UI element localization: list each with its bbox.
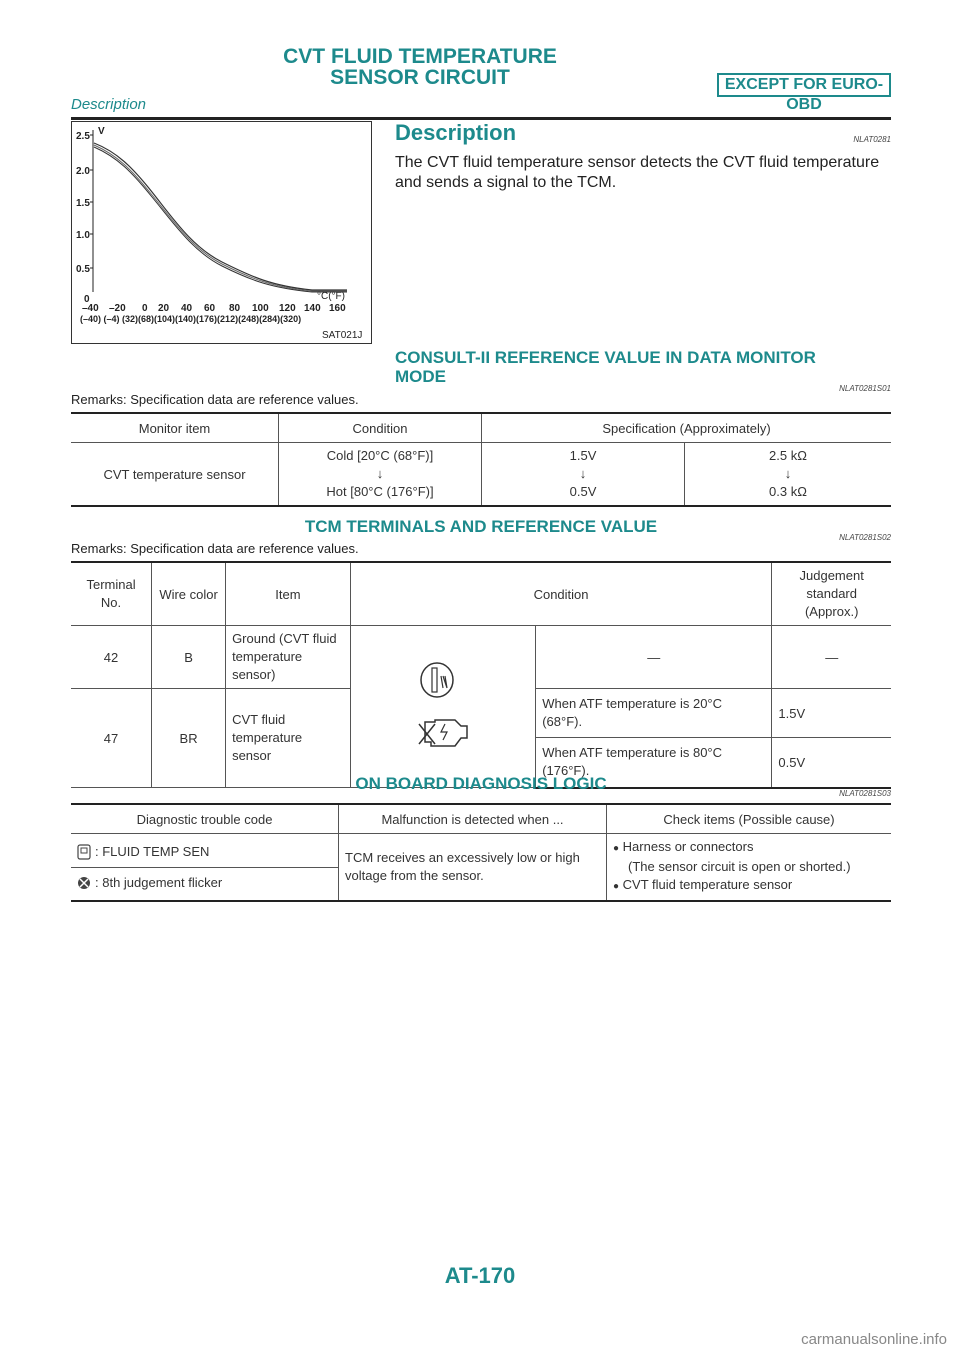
- cell-resistance: [685, 443, 892, 507]
- col-header: Condition: [279, 413, 482, 443]
- x-tick-c-1: –40: [82, 303, 99, 314]
- cell-check-items: [607, 834, 892, 902]
- cell-item: Ground (CVT fluid temperature sensor): [226, 626, 351, 689]
- y-unit-label: V: [98, 126, 105, 137]
- consult-heading: CONSULT-II REFERENCE VALUE IN DATA MONITOR MODE: [395, 348, 816, 386]
- table-row: [71, 443, 891, 507]
- obd-heading: ON BOARD DIAGNOSIS LOGIC: [355, 774, 607, 793]
- no-tools-icon: [77, 875, 91, 891]
- y-tick-2.0: 2.0: [76, 166, 90, 177]
- col-header: Diagnostic trouble code: [71, 804, 339, 834]
- description-ref: NLAT0281: [853, 135, 891, 144]
- x-tick-c-3: 0: [142, 303, 148, 314]
- cell-wire: B: [152, 626, 226, 689]
- arrow-down-icon: ↓: [579, 466, 587, 481]
- x-unit-label: °C(°F): [317, 291, 345, 302]
- table-row: [71, 834, 891, 902]
- description-text: The CVT fluid temperature sensor detects the CVT fluid temperature and sends a signal to the TCM.: [395, 154, 880, 191]
- voltage-hot: 0.5V: [569, 484, 597, 499]
- sensor-graph-figure: [71, 121, 372, 344]
- table-row: [71, 626, 891, 689]
- col-header: Malfunction is detected when ...: [339, 804, 607, 834]
- col-header: Wire color: [152, 562, 226, 626]
- cond-hot: Hot [80°C (176°F)]: [326, 484, 434, 499]
- dtc-no-tools: [71, 868, 338, 898]
- bullet-icon: ●: [613, 843, 620, 854]
- table-header-row: [71, 804, 891, 834]
- cell-terminal: 47: [71, 689, 152, 788]
- col-header: Terminal No.: [71, 562, 152, 626]
- obd-ref: NLAT0281S03: [839, 789, 891, 798]
- col-header: Judgement standard (Approx.): [772, 562, 891, 626]
- cell-condition: [279, 443, 482, 507]
- section-label: Description: [71, 96, 147, 113]
- check-item-1-note: (The sensor circuit is open or shorted.): [628, 859, 851, 874]
- x-tick-c-6: 60: [204, 303, 216, 314]
- cell-terminal: 42: [71, 626, 152, 689]
- engine-off-icon: [419, 720, 467, 746]
- tcm-ref: NLAT0281S02: [839, 533, 891, 542]
- page-title: [60, 46, 780, 88]
- cell-dtc: [71, 834, 339, 902]
- cell-judgement: 1.5V: [772, 689, 891, 738]
- y-tick-2.5: 2.5: [76, 131, 90, 142]
- col-header: Specification (Approximately): [482, 413, 892, 443]
- x-ticks-f: (–40) (–4) (32)(68)(104)(140)(176)(212)(248)(284)(320): [80, 314, 302, 324]
- tcm-heading: TCM TERMINALS AND REFERENCE VALUE: [304, 517, 658, 536]
- voltage-cold: 1.5V: [569, 448, 597, 463]
- col-header: Check items (Possible cause): [607, 804, 892, 834]
- cell-detected: TCM receives an excessively low or high voltage from the sensor.: [339, 834, 607, 902]
- col-header: Monitor item: [71, 413, 279, 443]
- arrow-down-icon: ↓: [376, 466, 384, 481]
- sensor-graph: [72, 122, 371, 343]
- cell-judgement: —: [772, 626, 891, 689]
- title-line-1: CVT FLUID TEMPERATURE: [283, 45, 557, 68]
- y-tick-1.0: 1.0: [76, 230, 90, 241]
- consult-table: [71, 412, 891, 507]
- ignition-key-on-icon: [413, 660, 473, 750]
- col-header: Condition: [350, 562, 772, 626]
- cell-condition: —: [536, 626, 772, 689]
- cell-ignition-icons: [350, 626, 535, 788]
- cell-item: CVT fluid temperature sensor: [226, 689, 351, 788]
- page-number: AT-170: [444, 1263, 516, 1288]
- check-item-1: [613, 838, 885, 858]
- bullet-icon: ●: [613, 881, 620, 892]
- watermark: carmanualsonline.info: [801, 1331, 947, 1348]
- cell-wire: BR: [152, 689, 226, 788]
- figure-code: SAT021J: [322, 330, 363, 341]
- y-tick-0.5: 0.5: [76, 264, 90, 275]
- tcm-remarks: Remarks: Specification data are reference values.: [71, 541, 359, 556]
- obd-table: [71, 803, 891, 902]
- check-item-2-label: CVT fluid temperature sensor: [622, 877, 793, 892]
- title-line-2: SENSOR CIRCUIT: [330, 66, 510, 89]
- description-heading: Description: [395, 120, 517, 145]
- resistance-cold: 2.5 kΩ: [769, 448, 807, 463]
- dtc-consult-label: : FLUID TEMP SEN: [95, 843, 210, 859]
- x-tick-c-5: 40: [181, 303, 193, 314]
- consult-ref: NLAT0281S01: [839, 384, 891, 393]
- dtc-no-tools-label: : 8th judgement flicker: [95, 874, 223, 890]
- consult-remarks: Remarks: Specification data are reference values.: [71, 392, 359, 407]
- x-tick-c-2: –20: [109, 303, 126, 314]
- col-header: Item: [226, 562, 351, 626]
- x-tick-c-11: 160: [329, 303, 346, 314]
- cell-item: CVT temperature sensor: [71, 443, 279, 507]
- variant-badge: EXCEPT FOR EURO-OBD: [717, 73, 891, 97]
- cell-judgement: 0.5V: [772, 738, 891, 788]
- x-tick-c-4: 20: [158, 303, 170, 314]
- check-item-2: [613, 876, 885, 896]
- x-tick-c-10: 140: [304, 303, 321, 314]
- x-tick-c-7: 80: [229, 303, 241, 314]
- cell-condition: When ATF temperature is 20°C (68°F).: [536, 689, 772, 738]
- table-header-row: [71, 562, 891, 626]
- cond-cold: Cold [20°C (68°F)]: [326, 448, 434, 463]
- cell-condition: When ATF temperature is 80°C (176°F).: [536, 738, 772, 788]
- resistance-hot: 0.3 kΩ: [769, 484, 807, 499]
- cell-voltage: [482, 443, 685, 507]
- arrow-down-icon: ↓: [784, 466, 792, 481]
- y-tick-1.5: 1.5: [76, 198, 90, 209]
- table-header-row: [71, 413, 891, 443]
- tcm-table: [71, 561, 891, 789]
- y-tick-0: 0: [84, 294, 90, 305]
- consult-monitor-icon: [77, 844, 91, 860]
- check-item-1-label: Harness or connectors: [622, 839, 754, 854]
- dtc-consult: [71, 837, 338, 868]
- x-tick-c-8: 100: [252, 303, 269, 314]
- x-tick-c-9: 120: [279, 303, 296, 314]
